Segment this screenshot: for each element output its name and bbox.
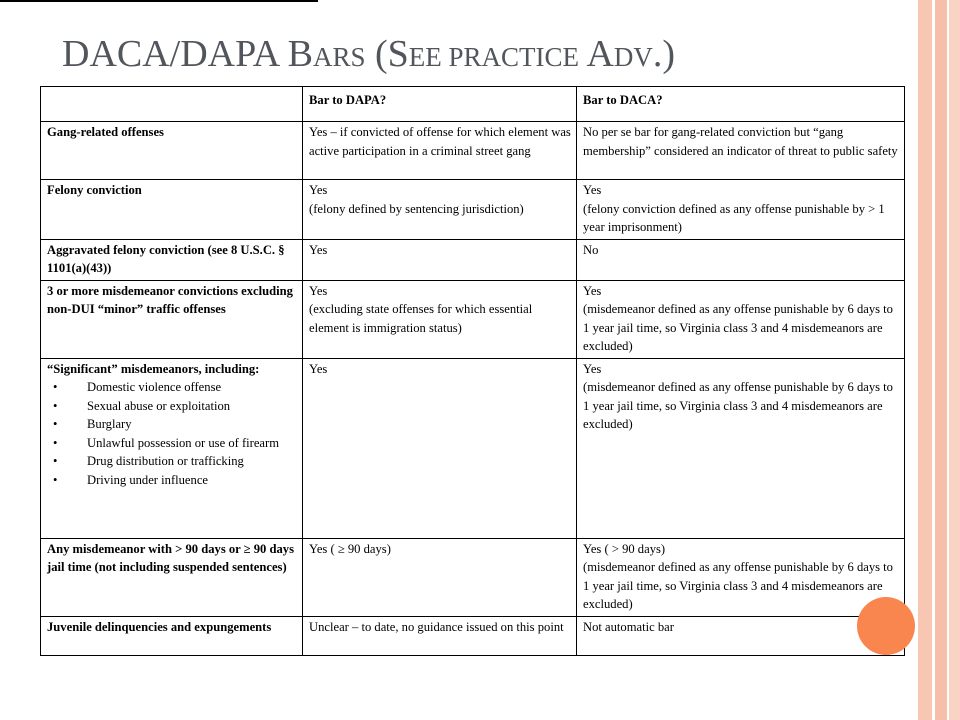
cell-line: Yes bbox=[309, 242, 328, 257]
row-label-cell bbox=[41, 122, 303, 180]
cell-line: (misdemeanor defined as any offense punishable by 6 days to 1 year jail time, so Virginia class 3 and 4 misdemeanors are excluded) bbox=[583, 560, 893, 611]
cell-line: Yes ( > 90 days) bbox=[583, 541, 666, 556]
slide-title: DACA/DAPA BARS (SEE PRACTICE ADV.) bbox=[62, 33, 676, 75]
cell-line: Yes bbox=[583, 361, 602, 376]
row-label: “Significant” misdemeanors, including: bbox=[47, 361, 260, 376]
cell-line: (felony defined by sentencing jurisdiction) bbox=[309, 201, 524, 216]
cell-line: (felony conviction defined as any offense punishable by > 1 year imprisonment) bbox=[583, 201, 885, 234]
cell-line: Not automatic bar bbox=[583, 619, 674, 634]
daca-cell bbox=[577, 280, 905, 358]
dapa-cell bbox=[303, 180, 577, 240]
cell-line: Yes bbox=[309, 283, 328, 298]
decorative-stripe bbox=[949, 0, 960, 720]
row-label-cell bbox=[41, 538, 303, 616]
daca-cell bbox=[577, 180, 905, 240]
cell-line: Yes bbox=[583, 183, 602, 197]
bullet-item bbox=[47, 434, 297, 453]
daca-cell bbox=[577, 358, 905, 538]
bullet-text: Domestic violence offense bbox=[87, 380, 222, 394]
table-row bbox=[41, 239, 905, 280]
bullet-icon: • bbox=[53, 398, 58, 413]
row-label-cell bbox=[41, 616, 303, 655]
daca-cell bbox=[577, 538, 905, 616]
cell-line: Yes bbox=[309, 361, 328, 376]
dapa-cell bbox=[303, 280, 577, 358]
header-cell-empty bbox=[41, 87, 303, 122]
bullet-text: Sexual abuse or exploitation bbox=[87, 398, 231, 413]
cell-line: (misdemeanor defined as any offense punishable by 6 days to 1 year jail time, so Virginia class 3 and 4 misdemeanors are excluded) bbox=[583, 302, 893, 353]
bullet-icon: • bbox=[53, 435, 58, 450]
decorative-circle bbox=[857, 597, 915, 655]
bullet-item bbox=[47, 471, 297, 490]
daca-cell bbox=[577, 239, 905, 280]
dapa-cell bbox=[303, 122, 577, 180]
row-label-cell bbox=[41, 280, 303, 358]
table-row bbox=[41, 358, 905, 538]
cell-line: Yes bbox=[583, 283, 602, 298]
bullet-text: Burglary bbox=[87, 417, 132, 431]
cell-line: (misdemeanor defined as any offense punishable by 6 days to 1 year jail time, so Virginia class 3 and 4 misdemeanors are excluded) bbox=[583, 380, 893, 431]
bullet-icon: • bbox=[53, 454, 58, 468]
dapa-cell bbox=[303, 239, 577, 280]
header-cell-dapa: Bar to DAPA? bbox=[303, 87, 577, 122]
cell-line: Yes bbox=[309, 183, 328, 197]
decorative-stripe bbox=[918, 0, 932, 720]
header-cell-daca: Bar to DACA? bbox=[577, 87, 905, 122]
daca-cell bbox=[577, 122, 905, 180]
bullet-item bbox=[47, 452, 297, 471]
bars-table bbox=[40, 86, 905, 656]
cell-line: Yes ( ≥ 90 days) bbox=[309, 541, 391, 556]
dapa-cell bbox=[303, 538, 577, 616]
bullet-item bbox=[47, 397, 297, 416]
row-label: Felony conviction bbox=[47, 183, 142, 197]
table-row bbox=[41, 538, 905, 616]
bullet-list bbox=[47, 378, 297, 489]
row-label-cell bbox=[41, 180, 303, 240]
cell-line: Yes – if convicted of offense for which element was active participation in a criminal street gang bbox=[309, 125, 571, 158]
cell-line: Unclear – to date, no guidance issued on this point bbox=[309, 619, 564, 634]
daca-cell bbox=[577, 616, 905, 655]
bullet-text: Unlawful possession or use of firearm bbox=[87, 435, 280, 450]
bullet-icon: • bbox=[53, 380, 58, 394]
bullet-item bbox=[47, 378, 297, 397]
cell-line: No bbox=[583, 242, 599, 257]
bullet-item bbox=[47, 415, 297, 434]
row-label: Any misdemeanor with > 90 days or ≥ 90 days jail time (not including suspended sentences) bbox=[47, 541, 294, 574]
row-label: Aggravated felony conviction (see 8 U.S.C. § 1101(a)(43)) bbox=[47, 242, 285, 275]
row-label-cell bbox=[41, 358, 303, 538]
bullet-icon: • bbox=[53, 472, 58, 487]
table-row bbox=[41, 122, 905, 180]
top-rule bbox=[0, 0, 318, 2]
bullet-icon: • bbox=[53, 417, 58, 431]
cell-line: (excluding state offenses for which essential element is immigration status) bbox=[309, 302, 533, 335]
row-label: Juvenile delinquencies and expungements bbox=[47, 619, 272, 634]
table-row bbox=[41, 280, 905, 358]
table-header-row bbox=[41, 87, 905, 122]
dapa-cell bbox=[303, 358, 577, 538]
bullet-text: Drug distribution or trafficking bbox=[87, 454, 244, 468]
dapa-cell bbox=[303, 616, 577, 655]
row-label: Gang-related offenses bbox=[47, 125, 164, 139]
bullet-text: Driving under influence bbox=[87, 472, 208, 487]
table-row bbox=[41, 616, 905, 655]
cell-line: No per se bar for gang-related conviction but “gang membership” considered an indicator of threat to public safety bbox=[583, 125, 898, 158]
table-row bbox=[41, 180, 905, 240]
decorative-stripe bbox=[935, 0, 947, 720]
row-label-cell bbox=[41, 239, 303, 280]
row-label: 3 or more misdemeanor convictions excluding non-DUI “minor” traffic offenses bbox=[47, 283, 293, 316]
